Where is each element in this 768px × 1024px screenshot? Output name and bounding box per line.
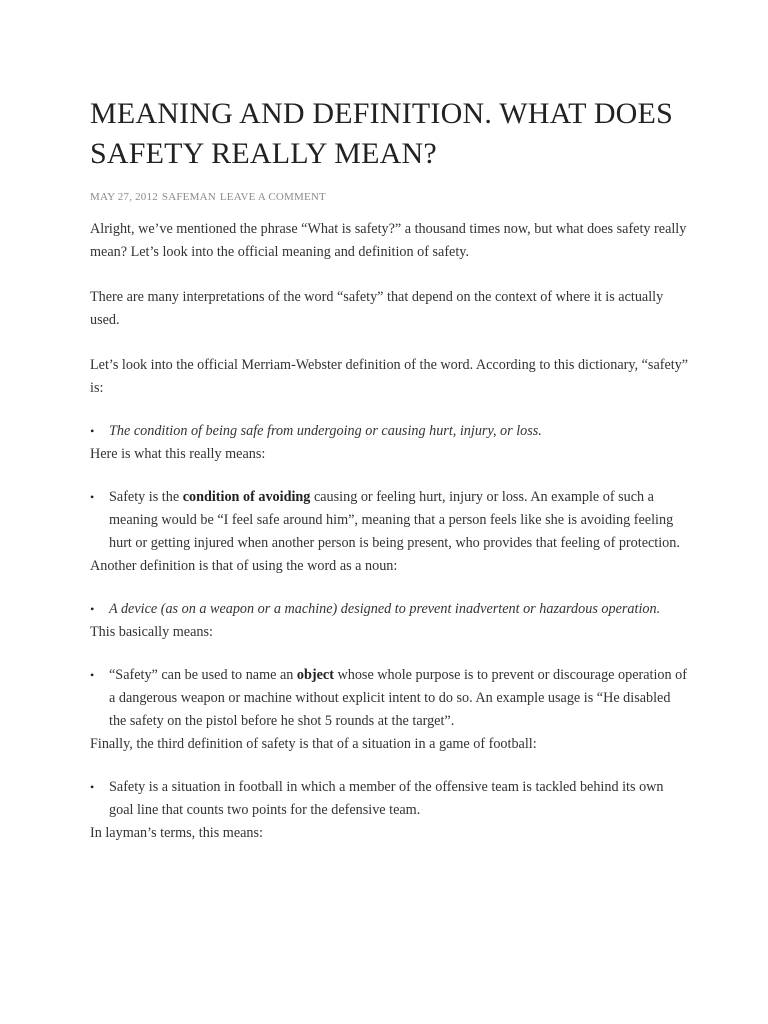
laymans-terms-paragraph: In layman’s terms, this means:: [90, 825, 263, 841]
explanation-intro-1: Here is what this really means:: [90, 446, 266, 462]
explanation-2-post: whose whole purpose is to prevent or discourage operation of a dangerous weapon or machine without explicit intent to do so. An example usage is “He disabled the safety on the pistol before he shot 5 rounds at the target”.: [109, 667, 687, 729]
interpretations-paragraph: There are many interpretations of the word “safety” that depend on the context of where it is actually used.: [90, 289, 664, 328]
author-link[interactable]: SAFEMAN: [161, 191, 216, 203]
merriam-webster-paragraph: Let’s look into the official Merriam-Webster definition of the word. According to this dictionary, “safety” is:: [90, 357, 689, 396]
intro-paragraph: Alright, we’ve mentioned the phrase “What is safety?” a thousand times now, but what does safety really mean? Let’s look into the official meaning and definition of safety.: [90, 221, 687, 260]
explanation-list-1: [90, 486, 690, 555]
definition-list-1: [90, 420, 690, 443]
explanation-item-2: [90, 664, 690, 733]
article-title: MEANING AND DEFINITION. WHAT DOES SAFETY REALLY MEAN?: [90, 97, 673, 170]
explanation-intro-2: This basically means:: [90, 624, 213, 640]
explanation-2-pre: “Safety” can be used to name an: [109, 667, 297, 683]
post-date[interactable]: MAY 27, 2012: [90, 191, 158, 203]
explanation-list-2: [90, 664, 690, 733]
explanation-list-3: [90, 776, 690, 822]
definition-item-2: • A device (as on a weapon or a machine) designed to prevent inadvertent or hazardous operation.: [90, 598, 690, 621]
football-definition-intro: Finally, the third definition of safety is that of a situation in a game of football:: [90, 736, 537, 752]
noun-definition-intro: Another definition is that of using the word as a noun:: [90, 558, 398, 574]
definition-list-2: [90, 598, 690, 621]
explanation-1-bold: condition of avoiding: [182, 489, 311, 505]
article: [90, 94, 690, 845]
explanation-1-pre: Safety is the: [109, 489, 183, 505]
explanation-2-bold: object: [296, 667, 334, 683]
definition-item-1: • The condition of being safe from undergoing or causing hurt, injury, or loss.: [90, 420, 690, 443]
explanation-1-post: causing or feeling hurt, injury or loss. An example of such a meaning would be “I feel safe around him”, meaning that a person feels like she is avoiding feeling hurt or getting injured when another person is being present, who provides that feeling of protection.: [109, 489, 680, 551]
explanation-item-3: • Safety is a situation in football in which a member of the offensive team is tackled behind its own goal line that counts two points for the defensive team.: [90, 776, 690, 822]
explanation-item-1: [90, 486, 690, 555]
article-meta: [90, 190, 690, 204]
leave-comment-link[interactable]: LEAVE A COMMENT: [219, 191, 326, 203]
